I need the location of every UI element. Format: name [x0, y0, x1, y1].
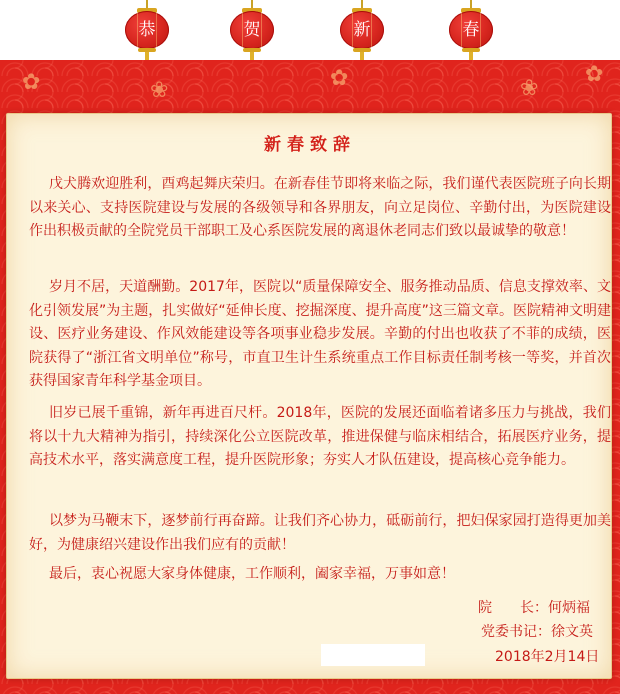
signature-president: 院 长：何炳福: [478, 600, 590, 616]
flower-ornament-icon: ❀: [520, 76, 539, 101]
letter-paragraph-4: 以梦为马鞭末下，逐梦前行再奋蹄。让我们齐心协力，砥砺前行，把妇保家园打造得更加美好，为健康绍兴建设作出我们应有的贡献！: [29, 513, 611, 553]
signature-party-secretary: 党委书记：徐文英: [481, 624, 593, 640]
lantern-4-text: 春: [462, 20, 480, 40]
lantern-3-text: 新: [353, 20, 371, 40]
flower-ornament-icon: ✿: [22, 70, 41, 95]
lantern-2: [222, 0, 282, 60]
lantern-1-text: 恭: [138, 20, 156, 40]
flower-ornament-icon: ✿: [330, 66, 349, 91]
lantern-4: [441, 0, 501, 60]
letter-paragraph-2: 岁月不居，天道酬勤。2017年，医院以“质量保障安全、服务推动品质、信息支撑效率、文化引领发展”为主题，扎实做好“延伸长度、挖掘深度、提升高度”这三篇文章。医院精神文明建设、医疗业务建设、作风效能建设等各项事业稳步发展。辛勤的付出也收获了不菲的成绩，医院获得了“浙江省文明单位”称号，市直卫生计生系统重点工作目标责任制考核一等奖，并首次获得国家青年科学基金项目。: [29, 279, 611, 389]
letter-paragraph-1: 戊犬腾欢迎胜利，酉鸡起舞庆荣归。在新春佳节即将来临之际，我们谨代表医院班子向长期以来关心、支持医院建设与发展的各级领导和各界朋友，向立足岗位、辛勤付出，为医院建设作出积极贡献的全院党员干部职工及心系医院发展的离退休老同志们致以最诚挚的敬意！: [29, 176, 611, 239]
letter-paragraph-5: 最后，衷心祝愿大家身体健康，工作顺利，阖家幸福，万事如意！: [49, 566, 455, 582]
flower-ornament-icon: ❀: [150, 78, 169, 103]
lantern-3: [332, 0, 392, 60]
signature-date: 2018年2月14日: [495, 649, 600, 665]
letter-paragraph-3: 旧岁已展千重锦，新年再进百尺杆。2018年，医院的发展还面临着诸多压力与挑战，我们将以十九大精神为指引，持续深化公立医院改革，推进保健与临床相结合，拓展医疗业务，提高技术水平，落实满意度工程，提升医院形象；夯实人才队伍建设，提高核心竞争能力。: [29, 405, 611, 468]
blank-patch: [321, 644, 425, 666]
lantern-banner: [0, 0, 620, 60]
lantern-1: [117, 0, 177, 60]
flower-ornament-icon: ✿: [585, 62, 604, 87]
lantern-2-text: 贺: [243, 20, 261, 40]
letter-title: 新春致辞: [264, 135, 356, 155]
